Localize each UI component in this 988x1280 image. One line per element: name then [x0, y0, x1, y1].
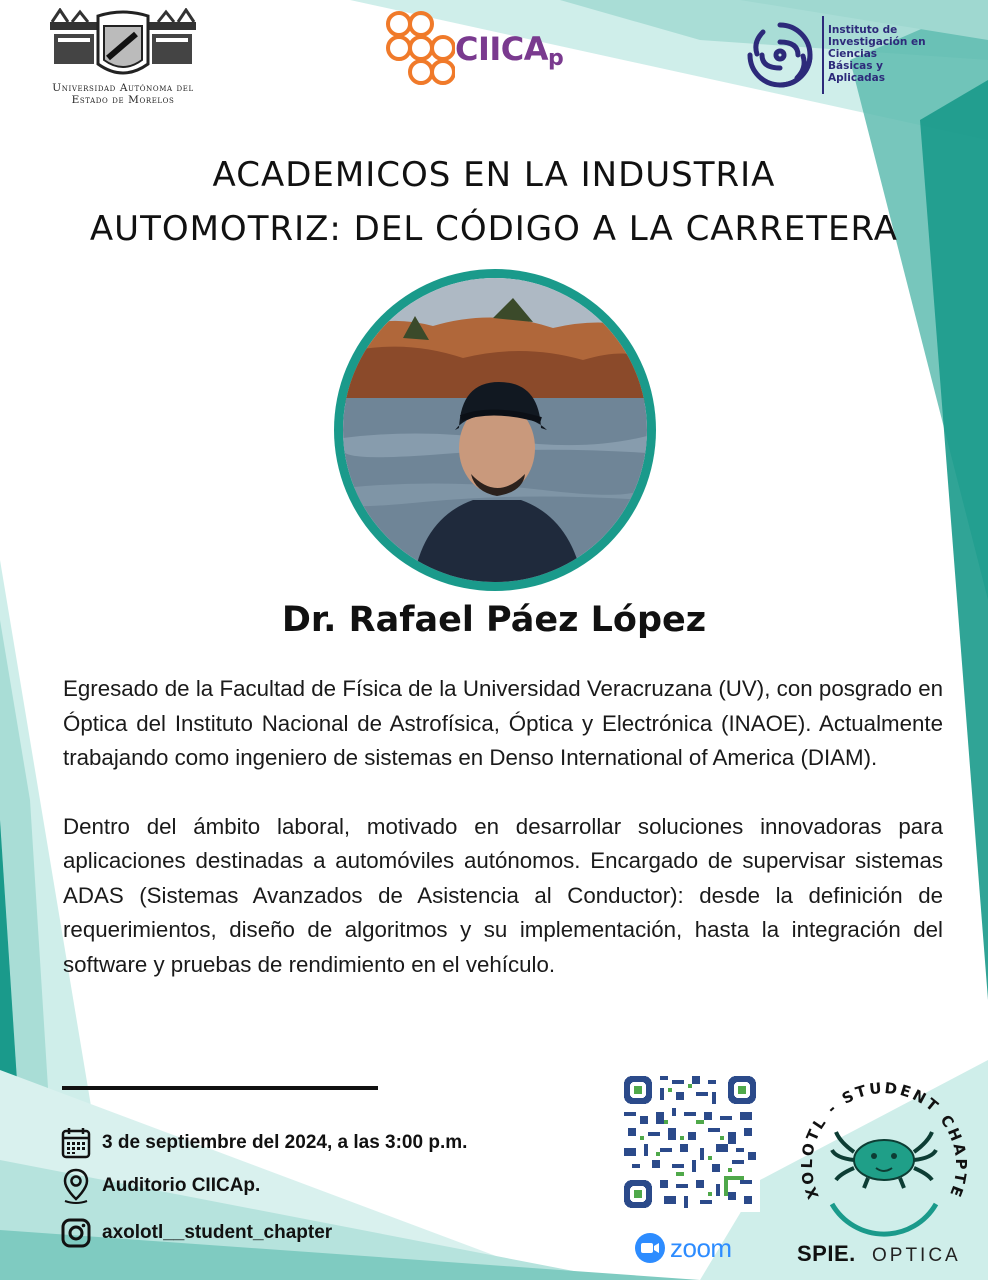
axolotl-student-chapter-logo: [790, 1062, 978, 1238]
calendar-icon: [58, 1123, 94, 1163]
zoom-camera-icon: [634, 1232, 666, 1264]
university-name-line1: Universidad Autónoma del: [52, 82, 194, 94]
institute-spiral-icon: [735, 12, 825, 98]
ciicap-logo: [385, 8, 585, 88]
zoom-label: zoom: [670, 1232, 732, 1263]
map-pin-icon: [58, 1166, 94, 1206]
event-location-row: [58, 1166, 618, 1206]
event-date-row: [58, 1123, 618, 1163]
uaem-logo: [28, 8, 218, 118]
event-title: [20, 148, 968, 256]
spie-logo: SPIE.: [797, 1241, 856, 1266]
ciicap-circles-icon: [385, 8, 455, 88]
event-title-line2: AUTOMOTRIZ: DEL CÓDIGO A LA CARRETERA: [89, 209, 899, 249]
event-title-line1: ACADEMICOS EN LA INDUSTRIA: [212, 155, 776, 195]
event-location: Auditorio CIICAp.: [102, 1175, 261, 1196]
chapter-badge-text: XOLOTL - STUDENT CHAPTE: [797, 1078, 971, 1202]
axolotl-icon: [832, 1132, 936, 1188]
event-date: 3 de septiembre del 2024, a las 3:00 p.m.: [102, 1132, 468, 1153]
zoom-logo: [634, 1230, 754, 1266]
bio-paragraph-1: Egresado de la Facultad de Física de la Universidad Veracruzana (UV), con posgrado en Óptica del Instituto Nacional de Astrofísica, Óptica y Electrónica (INAOE). Actualmente trabajando como ingeniero de sistemas en Denso International of America (DIAM).: [63, 676, 943, 770]
speaker-name: Dr. Rafael Páez López: [281, 600, 707, 640]
instagram-row[interactable]: [58, 1213, 618, 1253]
speaker-portrait-image: [343, 278, 647, 582]
instagram-handle[interactable]: axolotl__student_chapter: [102, 1222, 333, 1243]
institute-name: Instituto de Investigación en Ciencias Básicas y Aplicadas: [828, 24, 926, 84]
section-divider: [62, 1086, 378, 1090]
uaem-crest-icon: [48, 8, 198, 82]
qr-code[interactable]: [620, 1072, 760, 1212]
university-name-line2: Estado de Morelos: [71, 94, 175, 106]
institute-logo: [735, 12, 975, 102]
bio-paragraph-2: Dentro del ámbito laboral, motivado en desarrollar soluciones innovadoras para aplicaciones destinadas a automóviles autónomos. Encargado de supervisar sistemas ADAS (Sistemas Avanzados de Asistencia al Conductor): desde la definición de requerimientos, diseño de algoritmos y su implementación, hasta la integración del software y pruebas de rendimiento en el vehículo.: [63, 813, 943, 977]
optica-logo: OPTICA: [872, 1245, 961, 1266]
ciicap-logo-text: CIICAp: [455, 30, 564, 71]
instagram-icon: [58, 1213, 94, 1253]
speaker-bio: [63, 672, 943, 1016]
speaker-photo: [334, 269, 656, 591]
